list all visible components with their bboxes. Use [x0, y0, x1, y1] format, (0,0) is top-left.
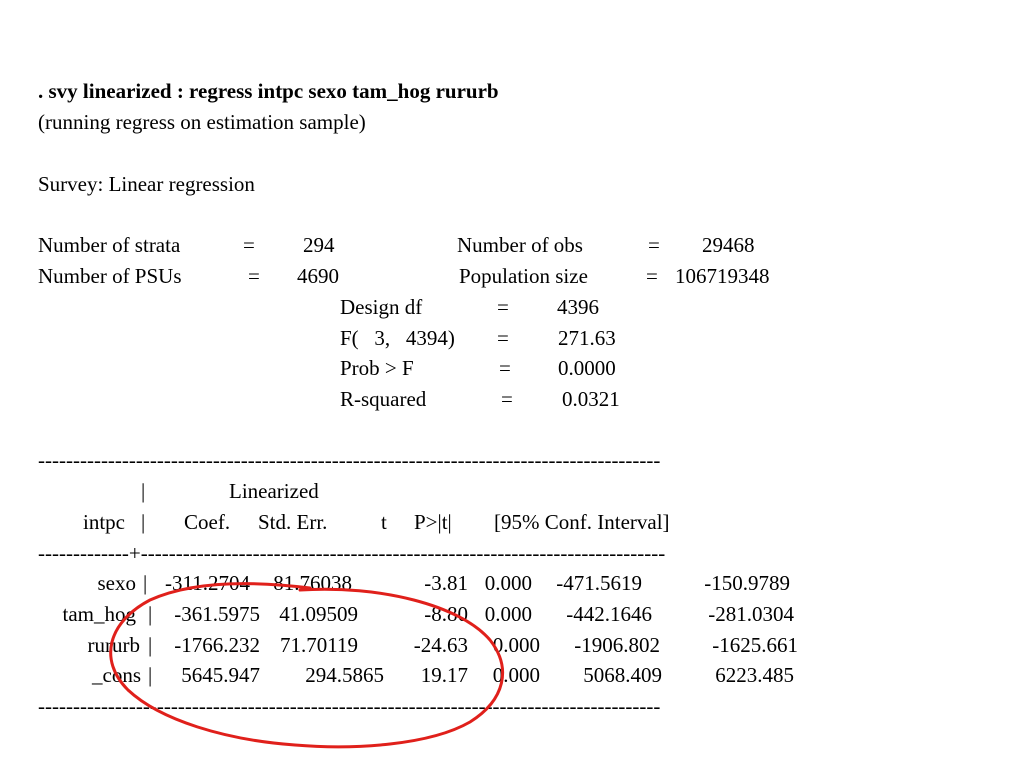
note-line: (running regress on estimation sample) [38, 110, 366, 134]
stat-eq: = [248, 264, 260, 288]
row-divider: | [143, 571, 148, 595]
row-ci-low: 5068.409 [583, 663, 662, 687]
row-p: 0.000 [484, 602, 532, 626]
row-t: -24.63 [413, 633, 468, 657]
col-coef: Coef. [184, 510, 231, 534]
stat-value: 106719348 [675, 264, 770, 288]
row-p: 0.000 [484, 571, 532, 595]
row-coef: -311.2704 [165, 571, 250, 595]
table-rule-bottom: ----------------------------------------------------------------------------------------- [38, 694, 661, 718]
stat-value: 0.0321 [562, 387, 620, 411]
stat-label: Population size [459, 264, 588, 288]
header-divider: | [141, 479, 146, 503]
row-p: 0.000 [492, 633, 540, 657]
stat-eq: = [497, 295, 509, 319]
row-se: 294.5865 [305, 663, 384, 687]
row-p: 0.000 [492, 663, 540, 687]
stat-value: 4690 [297, 264, 339, 288]
row-ci-high: 6223.485 [715, 663, 794, 687]
dep-var-label: intpc [83, 510, 125, 534]
stat-value: 271.63 [558, 326, 616, 350]
row-coef: -361.5975 [174, 602, 260, 626]
stat-eq: = [499, 356, 511, 380]
row-se: 81.76038 [273, 571, 352, 595]
row-coef: -1766.232 [174, 633, 260, 657]
row-coef: 5645.947 [181, 663, 260, 687]
stat-value: 294 [303, 233, 335, 257]
row-var: rururb [87, 633, 140, 657]
stat-label: Design df [340, 295, 423, 319]
stat-eq: = [648, 233, 660, 257]
stat-label: Number of strata [38, 233, 181, 257]
col-t: t [381, 510, 387, 534]
stat-label: Number of obs [457, 233, 583, 257]
stat-value: 0.0000 [558, 356, 616, 380]
row-se: 41.09509 [279, 602, 358, 626]
row-t: -8.80 [424, 602, 468, 626]
row-divider: | [148, 602, 153, 626]
stat-label: F( 3, 4394) [340, 326, 455, 350]
stat-label: Number of PSUs [38, 264, 182, 288]
row-var: sexo [97, 571, 136, 595]
stat-value: 29468 [702, 233, 755, 257]
row-t: 19.17 [420, 663, 468, 687]
stat-eq: = [497, 326, 509, 350]
stat-label: R-squared [340, 387, 427, 411]
header-linearized: Linearized [229, 479, 319, 503]
table-rule-top: ----------------------------------------------------------------------------------------- [38, 448, 661, 472]
row-var: tam_hog [62, 602, 136, 626]
row-t: -3.81 [424, 571, 468, 595]
row-ci-high: -1625.661 [712, 633, 798, 657]
row-divider: | [148, 633, 153, 657]
row-se: 71.70119 [280, 633, 358, 657]
command-line: . svy linearized : regress intpc sexo tam_hog rururb [38, 79, 499, 103]
header-divider: | [141, 510, 146, 534]
row-ci-high: -150.9789 [704, 571, 790, 595]
row-var: _cons [92, 663, 141, 687]
col-p: P>|t| [414, 510, 452, 534]
row-ci-low: -1906.802 [574, 633, 660, 657]
row-ci-high: -281.0304 [708, 602, 794, 626]
model-title: Survey: Linear regression [38, 172, 255, 196]
col-se: Std. Err. [258, 510, 328, 534]
row-divider: | [148, 663, 153, 687]
table-rule-mid: -------------+--------------------------------------------------------------------------- [38, 541, 666, 565]
stat-label: Prob > F [340, 356, 414, 380]
row-ci-low: -442.1646 [566, 602, 652, 626]
stat-value: 4396 [557, 295, 599, 319]
stat-eq: = [243, 233, 255, 257]
row-ci-low: -471.5619 [556, 571, 642, 595]
stat-eq: = [501, 387, 513, 411]
stat-eq: = [646, 264, 658, 288]
col-ci: [95% Conf. Interval] [494, 510, 670, 534]
